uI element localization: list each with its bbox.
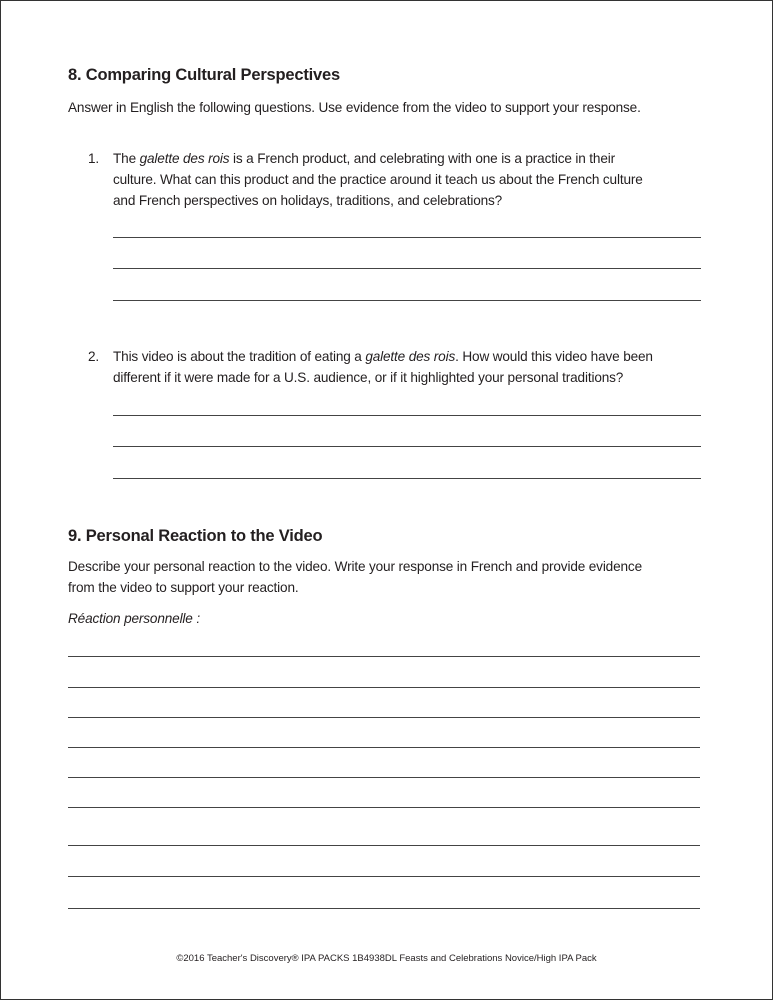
question-1-line-1 [113,151,615,166]
response-line[interactable] [68,777,700,778]
response-line[interactable] [68,908,700,909]
answer-line[interactable] [113,478,701,479]
answer-line[interactable] [113,237,701,238]
section-9-instructions-2: from the video to support your reaction. [68,580,299,595]
answer-line[interactable] [113,446,701,447]
section-8-heading: 8. Comparing Cultural Perspectives [68,66,340,84]
text: is a French product, and celebrating with one is a practice in their [229,151,615,166]
response-line[interactable] [68,747,700,748]
question-2-number: 2. [88,349,100,364]
response-line[interactable] [68,845,700,846]
response-line[interactable] [68,876,700,877]
answer-line[interactable] [113,300,701,301]
section-8-instructions: Answer in English the following questions. Use evidence from the video to support your response. [68,100,641,115]
response-line[interactable] [68,687,700,688]
response-line[interactable] [68,717,700,718]
answer-line[interactable] [113,415,701,416]
section-9-instructions-1: Describe your personal reaction to the video. Write your response in French and provide evidence [68,559,642,574]
response-label: Réaction personnelle : [68,611,200,626]
footer-copyright: ©2016 Teacher's Discovery® IPA PACKS 1B4938DL Feasts and Celebrations Novice/High IPA Pack [176,953,597,964]
question-1-line-2: culture. What can this product and the practice around it teach us about the French culture [113,172,643,187]
response-line[interactable] [68,807,700,808]
italic-term: galette des rois [139,151,230,166]
section-9-heading: 9. Personal Reaction to the Video [68,527,323,545]
question-2-line-2: different if it were made for a U.S. audience, or if it highlighted your personal traditions? [113,370,624,385]
response-line[interactable] [68,656,700,657]
italic-term: galette des rois [365,349,456,364]
question-1-number: 1. [88,151,100,166]
question-2-line-1 [113,349,653,364]
text: The [113,151,140,166]
answer-line[interactable] [113,268,701,269]
text: This video is about the tradition of eating a [113,349,366,364]
text: . How would this video have been [455,349,653,364]
question-1-line-3: and French perspectives on holidays, traditions, and celebrations? [113,193,503,208]
